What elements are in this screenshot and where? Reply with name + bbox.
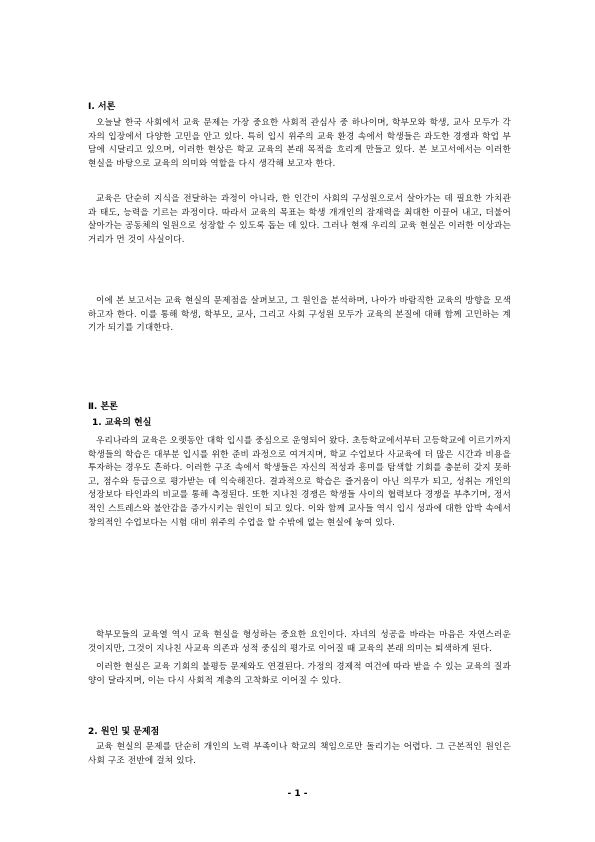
paragraph: 이에 본 보고서는 교육 현실의 문제점을 살펴보고, 그 원인을 분석하며, 나아가 바람직한 교육의 방향을 모색하고자 한다. 이를 통해 학생, 학부모, 교사, 그리고 사회 구성원 모두가 교육의 본질에 대해 함께 고민하는 계기가 되기를 기대한다. xyxy=(88,296,511,334)
paragraph: 우리나라의 교육은 오랫동안 대학 입시를 중심으로 운영되어 왔다. 초등학교에서부터 고등학교에 이르기까지 학생들의 학습은 대부분 입시를 위한 준비 과정으로 여겨지며, 학교 수업보다 사교육에 더 많은 시간과 비용을 투자하는 경우도 흔하다. 이러한 구조 속에서 학생들은 자신의 적성과 흥미를 탐색할 기회를 충분히 갖지 못하고, 점수와 등급으로 평가받는 데 익숙해진다. 결과적으로 학습은 즐거움이 아닌 의무가 되고, 성취는 개인의 성장보다 타인과의 비교를 통해 측정된다. 또한 지나친 경쟁은 학생들 사이의 협력보다 경쟁을 부추기며, 정서적인 스트레스와 불안감을 증가시키는 원인이 되고 있다. 이와 함께 교사들 역시 입시 성과에 대한 압박 속에서 창의적인 수업보다는 시험 대비 위주의 수업을 할 수밖에 없는 현실에 놓여 있다. xyxy=(88,436,511,528)
subsection-heading: 1. 교육의 현실 xyxy=(92,418,152,428)
section-heading-introduction: Ⅰ. 서론 xyxy=(88,102,116,112)
paragraph: 교육 현실의 문제를 단순히 개인의 노력 부족이나 학교의 책임으로만 돌리기는 어렵다. 그 근본적인 원인은 사회 구조 전반에 걸쳐 있다. xyxy=(88,742,511,766)
page-number: - 1 - xyxy=(287,789,308,799)
paragraph: 오늘날 한국 사회에서 교육 문제는 가장 중요한 사회적 관심사 중 하나이며, 학부모와 학생, 교사 모두가 각자의 입장에서 다양한 고민을 안고 있다. 특히 입시 위주의 교육 환경 속에서 학생들은 과도한 경쟁과 학업 부담에 시달리고 있으며, 이러한 현상은 학교 교육의 본래 목적을 흐리게 만들고 있다. 본 보고서에서는 이러한 현실을 바탕으로 교육의 의미와 역할을 다시 생각해 보고자 한다. xyxy=(88,118,511,169)
paragraph: 이러한 현실은 교육 기회의 불평등 문제와도 연결된다. 가정의 경제적 여건에 따라 받을 수 있는 교육의 질과 양이 달라지며, 이는 다시 사회적 계층의 고착화로 이어질 수 있다. xyxy=(88,662,511,686)
subsection-heading: 2. 원인 및 문제점 xyxy=(88,727,160,737)
paragraph: 학부모들의 교육열 역시 교육 현실을 형성하는 중요한 요인이다. 자녀의 성공을 바라는 마음은 자연스러운 것이지만, 그것이 지나친 사교육 의존과 성적 중심의 평가로 이어질 때 교육의 본래 의미는 퇴색하게 된다. xyxy=(88,630,511,654)
paragraph: 교육은 단순히 지식을 전달하는 과정이 아니라, 한 인간이 사회의 구성원으로서 살아가는 데 필요한 가치관과 태도, 능력을 기르는 과정이다. 따라서 교육의 목표는 학생 개개인의 잠재력을 최대한 이끌어 내고, 더불어 살아가는 공동체의 일원으로 성장할 수 있도록 돕는 데 있다. 그러나 현재 우리의 교육 현실은 이러한 이상과는 거리가 먼 것이 사실이다. xyxy=(88,194,511,245)
section-heading-body: Ⅱ. 본론 xyxy=(88,402,118,412)
